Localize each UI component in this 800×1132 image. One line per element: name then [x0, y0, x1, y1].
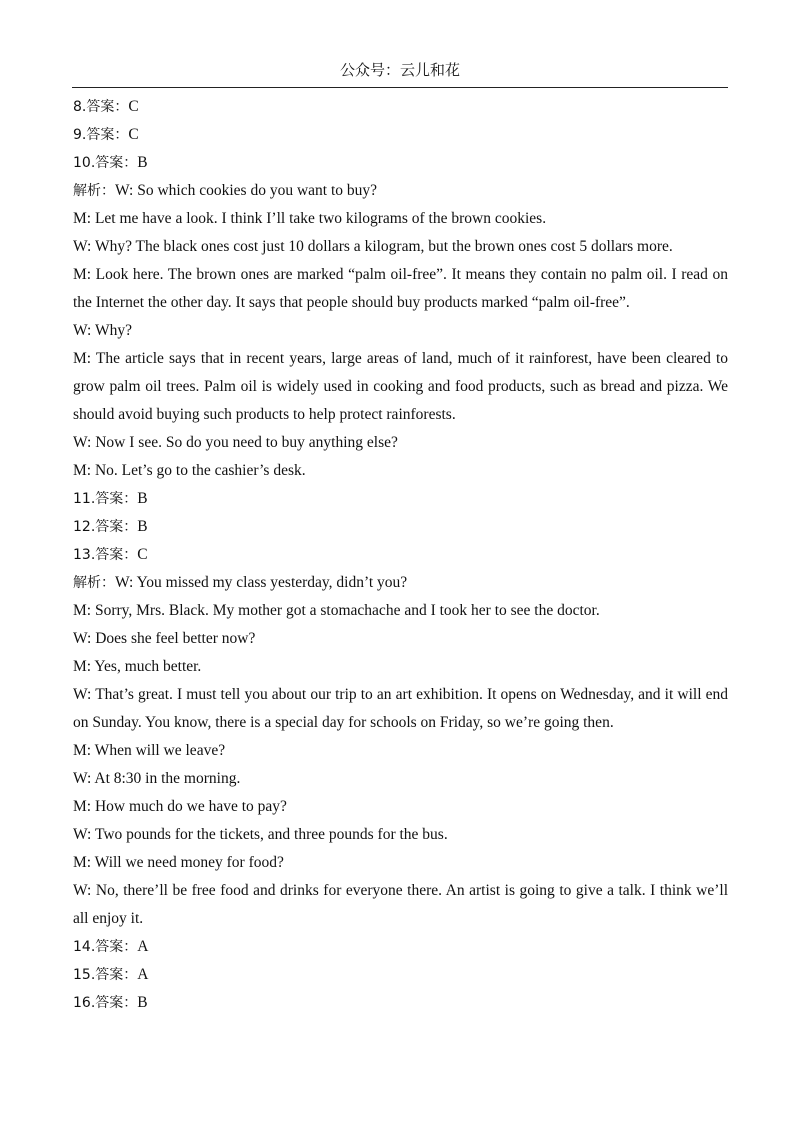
dialogue-line: M: Let me have a look. I think I’ll take two kilograms of the brown cookies.: [73, 210, 547, 227]
answer-value: B: [137, 154, 148, 171]
analysis-line: [73, 177, 728, 205]
answer-line-14: [73, 933, 728, 961]
answer-value: B: [137, 490, 148, 507]
dialogue-line: W: Two pounds for the tickets, and three pounds for the bus.: [73, 826, 448, 843]
dialogue-line: M: No. Let’s go to the cashier’s desk.: [73, 462, 306, 479]
dialogue-line: W: Does she feel better now?: [73, 630, 256, 647]
dialogue-line: W: Now I see. So do you need to buy anything else?: [73, 434, 398, 451]
page-header-title: 公众号：云儿和花: [339, 61, 460, 79]
dialogue-line: W: Why?: [73, 322, 132, 339]
answer-label: 15.答案：: [73, 967, 138, 983]
answer-value: A: [137, 966, 149, 983]
analysis-label: 解析：: [73, 575, 115, 591]
answer-line-15: [73, 961, 728, 989]
answer-label: 12.答案：: [73, 519, 138, 535]
dialogue-line: W: Why? The black ones cost just 10 dollars a kilogram, but the brown ones cost 5 dollars more.: [73, 238, 673, 255]
answer-label: 9.答案：: [73, 127, 129, 143]
answer-line-8: [73, 93, 728, 121]
answer-value: B: [137, 994, 148, 1011]
dialogue-line: M: Will we need money for food?: [73, 854, 284, 871]
analysis-label: 解析：: [73, 183, 115, 199]
answer-line-13: [73, 541, 728, 569]
dialogue-text: W: So which cookies do you want to buy?: [115, 182, 378, 199]
answer-value: C: [128, 126, 139, 143]
answer-value: A: [137, 938, 149, 955]
answer-value: C: [137, 546, 148, 563]
header-divider: [72, 87, 728, 88]
answer-label: 13.答案：: [73, 547, 138, 563]
dialogue-text: W: You missed my class yesterday, didn’t you?: [115, 574, 408, 591]
dialogue-line: W: That’s great. I must tell you about our trip to an art exhibition. It opens on Wednesday, and it will end on Sunday. You know, there is a special day for schools on Friday, so we’re going then.: [73, 686, 728, 731]
answer-label: 14.答案：: [73, 939, 138, 955]
answer-line-11: [73, 485, 728, 513]
answer-value: B: [137, 518, 148, 535]
dialogue-line: M: When will we leave?: [73, 742, 226, 759]
dialogue-line: M: Sorry, Mrs. Black. My mother got a stomachache and I took her to see the doctor.: [73, 602, 600, 619]
answer-label: 16.答案：: [73, 995, 138, 1011]
answer-value: C: [128, 98, 139, 115]
dialogue-line: M: How much do we have to pay?: [73, 798, 287, 815]
dialogue-line: W: At 8:30 in the morning.: [73, 770, 241, 787]
dialogue-line: W: No, there’ll be free food and drinks for everyone there. An artist is going to give a talk. I think we’ll all enjoy it.: [73, 882, 728, 927]
answer-label: 8.答案：: [73, 99, 129, 115]
answer-label: 10.答案：: [73, 155, 138, 171]
answer-label: 11.答案：: [73, 491, 138, 507]
answer-line-16: [73, 989, 728, 1017]
document-body: [73, 93, 728, 1017]
answer-line-9: [73, 121, 728, 149]
answer-line-10: [73, 149, 728, 177]
dialogue-line: M: The article says that in recent years, large areas of land, much of it rainforest, have been cleared to grow palm oil trees. Palm oil is widely used in cooking and food products, such as bread and pizza. We should avoid buying such products to help protect rainforests.: [73, 350, 728, 423]
dialogue-line: M: Look here. The brown ones are marked “palm oil-free”. It means they contain no palm oil. I read on the Internet the other day. It says that people should buy products marked “palm oil-free”.: [73, 266, 728, 311]
analysis-line: [73, 569, 728, 597]
answer-line-12: [73, 513, 728, 541]
dialogue-line: M: Yes, much better.: [73, 658, 202, 675]
